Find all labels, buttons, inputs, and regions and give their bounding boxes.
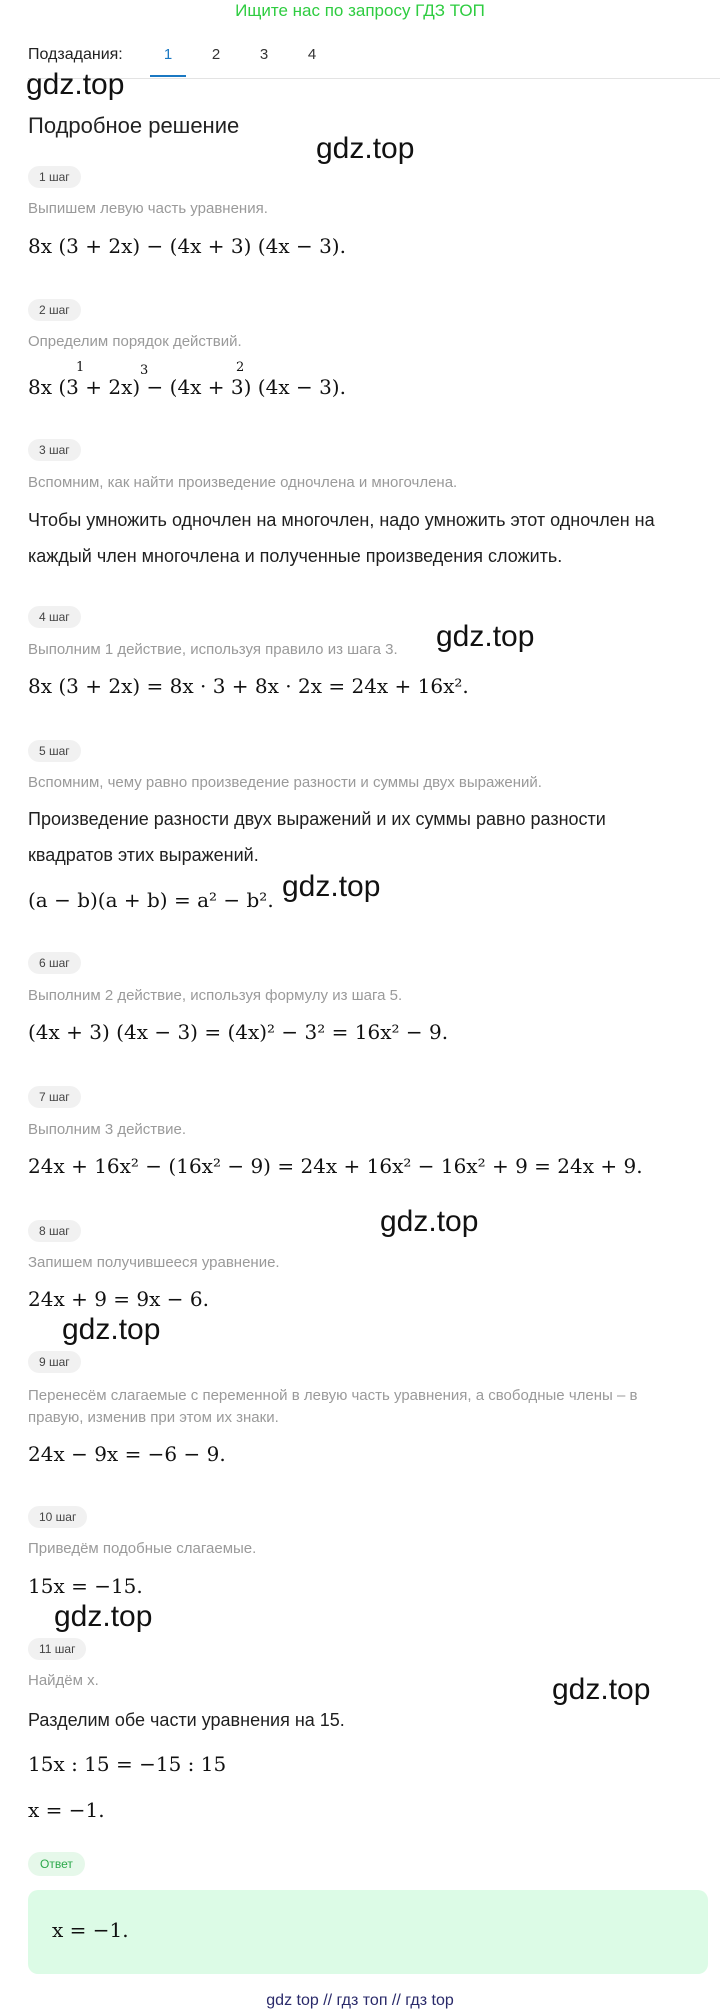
- step-hint: Определим порядок действий.: [28, 333, 242, 350]
- step-label: 7 шаг: [28, 1086, 81, 1108]
- step-hint: Выполним 3 действие.: [28, 1121, 187, 1138]
- step-math: 15x : 15 = −15 : 15: [28, 1752, 227, 1776]
- footer-links[interactable]: gdz top // гдз топ // гдз top: [266, 1992, 454, 2009]
- tab-3[interactable]: 3: [259, 46, 269, 63]
- search-banner: Ищите нас по запросу ГДЗ ТОП: [235, 1, 485, 20]
- step-hint: Выполним 1 действие, используя правило из шага 3.: [28, 641, 398, 658]
- watermark: gdz.top: [436, 620, 535, 653]
- watermark: gdz.top: [316, 132, 415, 165]
- step-label: 2 шаг: [28, 299, 81, 321]
- watermark: gdz.top: [62, 1313, 161, 1346]
- watermark: gdz.top: [380, 1205, 479, 1238]
- watermark: gdz.top: [552, 1673, 651, 1706]
- watermark: gdz.top: [26, 68, 125, 101]
- tab-1[interactable]: 1: [163, 46, 173, 63]
- step-label: 5 шаг: [28, 740, 81, 762]
- step-hint: Перенесём слагаемые с переменной в левую часть уравнения, а свободные члены – в правую, изменив при этом их знаки.: [28, 1387, 638, 1426]
- step-label: 3 шаг: [28, 439, 81, 461]
- answer-label: Ответ: [28, 1852, 85, 1876]
- page-title: Подробное решение: [28, 113, 240, 138]
- step-hint: Найдём x.: [28, 1672, 99, 1689]
- step-hint: Запишем получившееся уравнение.: [28, 1254, 280, 1271]
- step-hint: Вспомним, чему равно произведение разности и суммы двух выражений.: [28, 774, 542, 791]
- step-rule: Чтобы умножить одночлен на многочлен, надо умножить этот одночлен на каждый член многочлена и полученные произведения сложить.: [28, 510, 655, 566]
- step-label: 1 шаг: [28, 166, 81, 188]
- tab-2[interactable]: 2: [211, 46, 221, 63]
- order-mark-2: 2: [236, 360, 245, 375]
- step-math: 15x = −15.: [28, 1574, 143, 1598]
- step-math: 24x − 9x = −6 − 9.: [28, 1442, 226, 1466]
- active-tab-underline: [150, 75, 186, 77]
- step-math: 8x (3 + 2x) − (4x + 3) (4x − 3).: [28, 375, 346, 399]
- subtasks-label: Подзадания:: [28, 46, 123, 63]
- order-mark-3: 3: [140, 363, 149, 378]
- answer-math: x = −1.: [52, 1918, 129, 1942]
- step-math: (a − b)(a + b) = a² − b².: [28, 888, 274, 912]
- order-mark-1: 1: [76, 360, 85, 375]
- step-hint: Выпишем левую часть уравнения.: [28, 200, 268, 217]
- step-math-result: x = −1.: [28, 1798, 105, 1822]
- tab-4[interactable]: 4: [307, 46, 317, 63]
- step-label: 8 шаг: [28, 1220, 81, 1242]
- step-math: (4x + 3) (4x − 3) = (4x)² − 3² = 16x² − 9.: [28, 1020, 449, 1044]
- answer-box: [28, 1890, 708, 1974]
- step-label: 4 шаг: [28, 606, 81, 628]
- watermark: gdz.top: [54, 1600, 153, 1633]
- step-math: 8x (3 + 2x) − (4x + 3) (4x − 3).: [28, 234, 346, 258]
- step-rule: Разделим обе части уравнения на 15.: [28, 1710, 345, 1730]
- step-label: 10 шаг: [28, 1506, 87, 1528]
- step-hint: Вспомним, как найти произведение одночлена и многочлена.: [28, 474, 458, 491]
- step-label: 11 шаг: [28, 1638, 86, 1660]
- step-math: 24x + 9 = 9x − 6.: [28, 1287, 209, 1311]
- step-label: 9 шаг: [28, 1351, 81, 1373]
- watermark: gdz.top: [282, 870, 381, 903]
- step-math: 8x (3 + 2x) = 8x · 3 + 8x · 2x = 24x + 16x².: [28, 674, 469, 698]
- subtask-tabs: [28, 40, 720, 79]
- step-rule: Произведение разности двух выражений и их суммы равно разности квадратов этих выражений.: [28, 809, 606, 865]
- step-label: 6 шаг: [28, 952, 81, 974]
- step-math: 24x + 16x² − (16x² − 9) = 24x + 16x² − 16x² + 9 = 24x + 9.: [28, 1154, 643, 1178]
- step-hint: Выполним 2 действие, используя формулу из шага 5.: [28, 987, 403, 1004]
- step-hint: Приведём подобные слагаемые.: [28, 1540, 257, 1557]
